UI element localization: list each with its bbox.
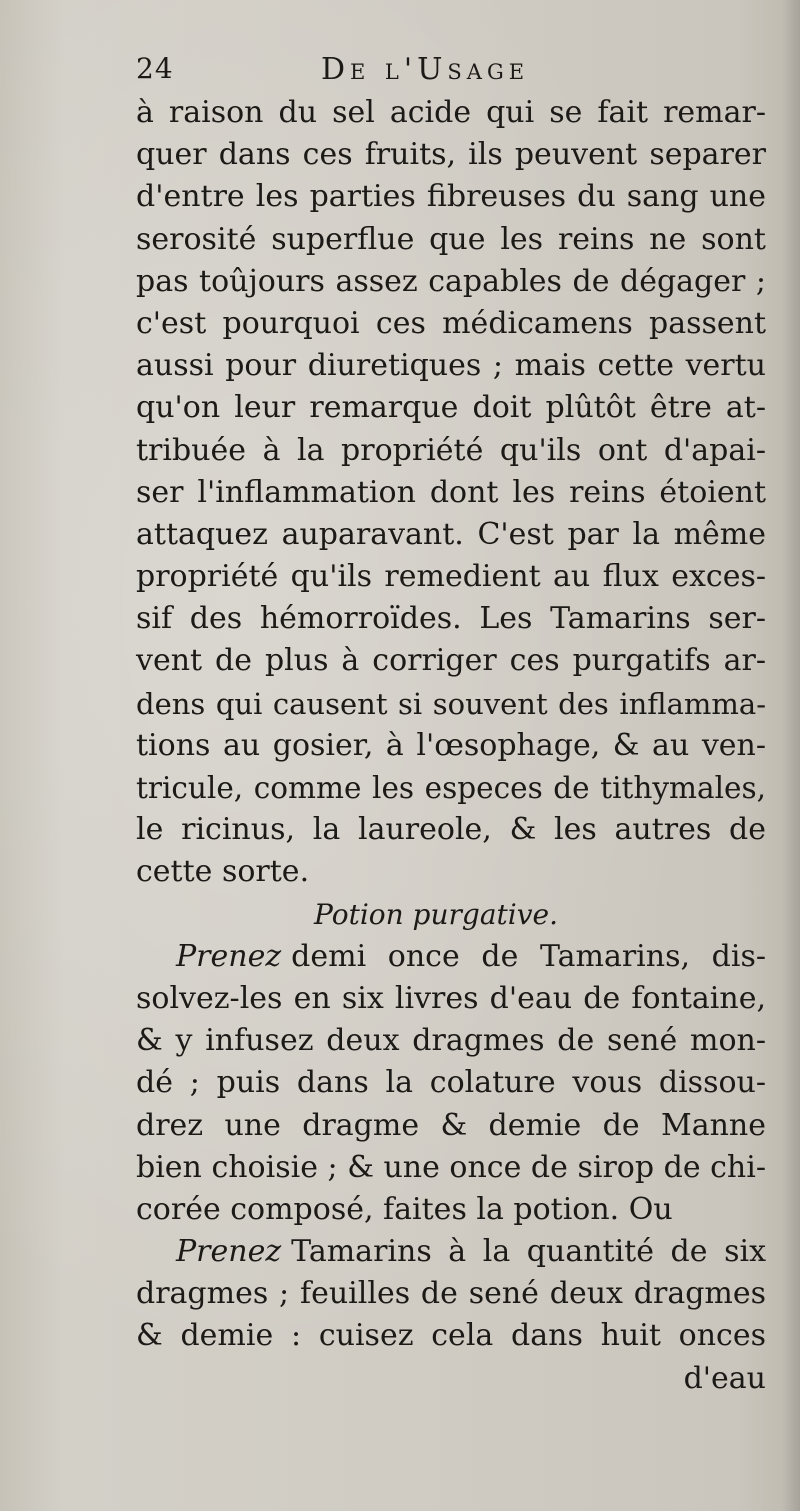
text-line: tions au gosier, à l'œsophage, & au ven-	[136, 727, 766, 763]
recipe-first-line	[136, 936, 766, 978]
text-line: vent de plus à corriger ces purgatifs ar-	[136, 643, 766, 679]
catchword: d'eau	[683, 1360, 766, 1396]
text-line: à raison du sel acide qui se fait remar-	[136, 95, 766, 130]
recipe-lead-word: Prenez	[176, 1234, 282, 1270]
text-line: propriété qu'ils remedient au flux exces-	[136, 559, 766, 595]
text-line: & demie : cuisez cela dans huit onces	[136, 1318, 766, 1354]
page-header	[136, 52, 636, 92]
text-line: pas toûjours assez capables de dégager ;	[136, 263, 766, 299]
recipe-first-line-text: Tamarins à la quantité de six	[291, 1234, 766, 1270]
text-line: d'entre les parties fibreuses du sang une	[136, 179, 766, 215]
recipe-lead-word: Prenez	[176, 938, 282, 974]
text-line: c'est pourquoi ces médicamens passent	[136, 305, 766, 341]
text-line: cette sorte.	[136, 854, 310, 890]
recipe-first-line	[136, 1231, 766, 1273]
text-line: attaquez auparavant. C'est par la même	[136, 516, 766, 552]
text-line: bien choisie ; & une once de sirop de chi-	[136, 1149, 766, 1185]
text-line: ser l'inflammation dont les reins étoient	[136, 474, 766, 510]
text-line: le ricinus, la laureole, & les autres de	[136, 812, 766, 848]
text-line: & y infusez deux dragmes de sené mon-	[136, 1023, 766, 1059]
text-line: drez une dragme & demie de Manne	[136, 1107, 766, 1143]
text-line: dragmes ; feuilles de sené deux dragmes	[136, 1276, 766, 1312]
text-line: tricule, comme les especes de tithymales,	[136, 771, 766, 805]
text-line: solvez-les en six livres d'eau de fontaine,	[136, 980, 766, 1016]
page-number: 24	[136, 52, 174, 85]
text-line: dé ; puis dans la colature vous dissou-	[136, 1065, 766, 1101]
text-line: serosité superflue que les reins ne sont	[136, 221, 766, 257]
recipe-first-line-text: demi once de Tamarins, dis-	[291, 938, 766, 974]
body-text	[136, 92, 766, 1400]
running-head: De l'Usage	[321, 52, 530, 87]
text-line: quer dans ces fruits, ils peuvent separer	[136, 137, 766, 173]
text-line: corée composé, faites la potion. Ou	[136, 1191, 673, 1227]
text-line: dens qui causent si souvent des inflamma-	[136, 686, 766, 721]
text-line: qu'on leur remarque doit plûtôt être at-	[136, 390, 766, 426]
recipe-title: Potion purgative.	[314, 897, 559, 931]
text-line: sif des hémorroïdes. Les Tamarins ser-	[136, 601, 766, 637]
text-line: tribuée à la propriété qu'ils ont d'apai-	[136, 432, 766, 468]
text-line: aussi pour diuretiques ; mais cette vertu	[136, 348, 766, 384]
page-edge-shadow	[782, 0, 800, 1511]
